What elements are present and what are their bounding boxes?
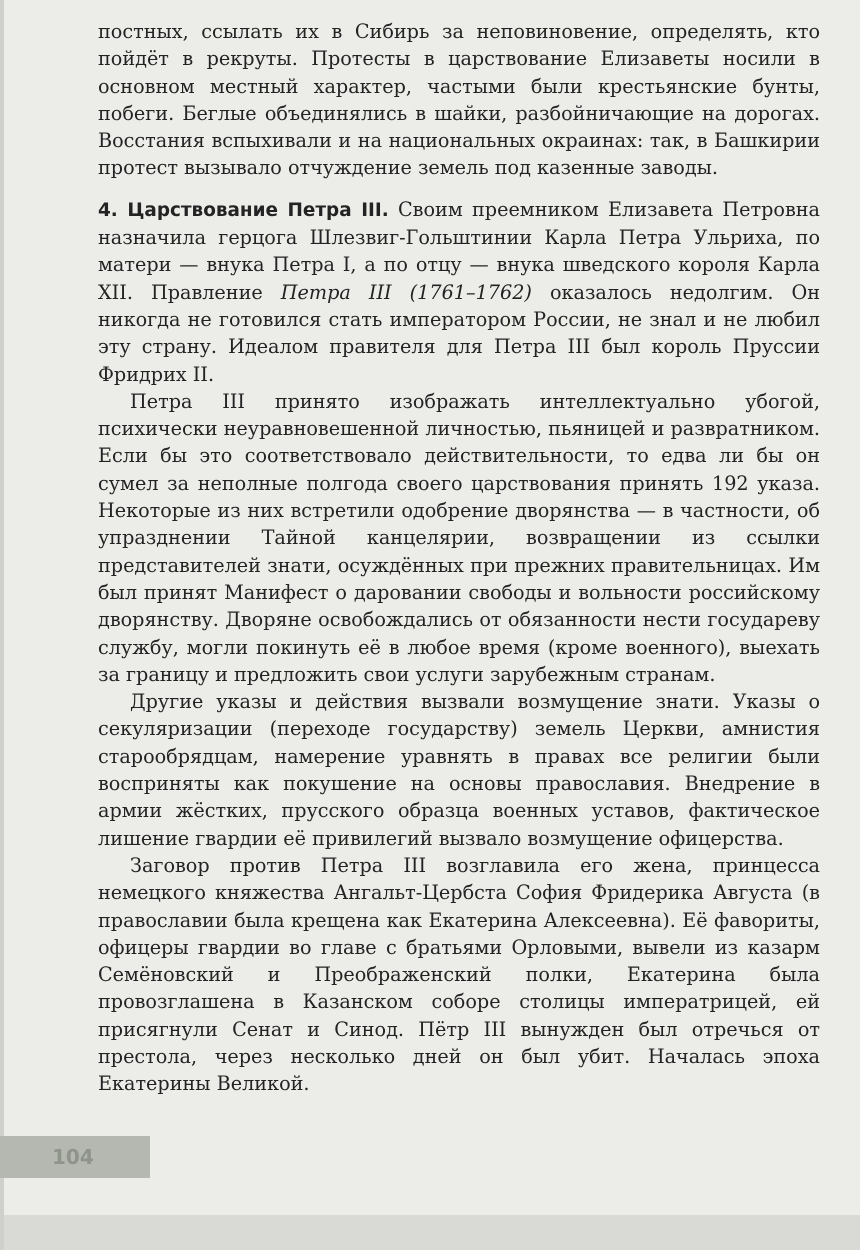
paragraph-decrees: Петра III принято изображать интеллектуально убогой, психически неуравновешенной личностью, пьяницей и развратником. Если бы это соответствовало действительности, то едва ли бы он сумел за неполные полгода своего царствования принять 192 указа. Некоторые из них встретили одобрение дворянства — в частности, об упразднении Тайной канцелярии, возвращении из ссылки представителей знати, осуждённых при прежних правительницах. Им был принят Манифест о даровании свободы и вольности российскому дворянству. Дворяне освобождались от обязанности нести государеву службу, могли покинуть её в любое время (кроме военного), выехать за границу и предложить свои услуги зарубежным странам. — [98, 389, 820, 686]
paragraph-continued: постных, ссылать их в Сибирь за неповиновение, определять, кто пойдёт в рекруты. Протесты в царствование Елизаветы носили в основном местный характер, частыми были крестьянские бунты, побеги. Беглые объединялись в шайки, разбойничающие на дорогах. Восстания вспыхивали и на национальных окраинах: так, в Башкирии протест вызывало отчуждение земель под казенные заводы. — [98, 20, 820, 180]
section-text-part-2: оказалось недолгим. Он никогда не готовился стать императором России, не знал и не любил эту страну. Идеалом правителя для Петра III был король Пруссии Фридрих II. — [98, 280, 821, 386]
page-bottom-edge — [0, 1215, 860, 1250]
page-left-edge — [0, 0, 4, 1250]
section-heading: 4. Царствование Петра III. — [98, 199, 389, 221]
section-text-part-1: Своим преемником Елизавета Петровна назначила герцога Шлезвиг-Гольштинии Карла Петра Ульриха, по матери — внука Петра I, а по отцу — внука шведского короля Карла XII. Правление — [98, 197, 820, 304]
page-body-text — [98, 18, 820, 1098]
paragraph-discontent: Другие указы и действия вызвали возмущение знати. Указы о секуляризации (переходе государству) земель Церкви, амнистия старообрядцам, намерение уравнять в правах все религии были восприняты как покушение на основы православия. Внедрение в армии жёстких, прусского образца военных уставов, фактическое лишение гвардии её привилегий вызвало возмущение офицерства. — [98, 690, 820, 850]
section-text-italic: Петра III (1761–1762) — [280, 280, 532, 304]
section-4-paragraph — [98, 196, 820, 388]
paragraph-conspiracy: Заговор против Петра III возглавила его жена, принцесса немецкого княжества Ангальт-Цербста София Фридерика Августа (в православии была крещена как Екатерина Алексеевна). Её фавориты, офицеры гвардии во главе с братьями Орловыми, вывели из казарм Семёновский и Преображенский полки, Екатерина была провозглашена в Казанском соборе столицы императрицей, ей присягнули Сенат и Синод. Пётр III вынужден был отречься от престола, через несколько дней он был убит. Началась эпоха Екатерины Великой. — [98, 853, 820, 1096]
page-number: 104 — [52, 1145, 94, 1169]
